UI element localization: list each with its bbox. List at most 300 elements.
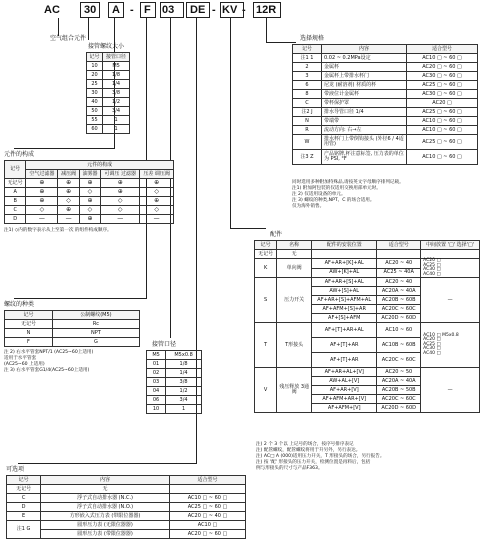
- cell: 尼龙 (耐溶剂) 材质的杯: [322, 81, 407, 90]
- cell: G: [52, 338, 139, 347]
- note-line: 注 3) 螺纹的种类,NPT、C 的场合适用。: [292, 197, 375, 203]
- leader-line: [14, 148, 115, 149]
- table-row: [255, 323, 480, 338]
- cell: 方形嵌入式压力表 (带限位器器): [41, 512, 170, 521]
- code-option: A: [112, 4, 120, 16]
- table-row: [255, 250, 480, 259]
- cell: 浮子式自动排水器 (N.O.): [41, 503, 170, 512]
- cell: 无: [277, 250, 312, 259]
- cell: R: [293, 126, 322, 135]
- table-row: [87, 116, 130, 125]
- cell: [421, 323, 480, 368]
- code-spec: 12R: [256, 4, 277, 16]
- cell: 3: [293, 72, 322, 81]
- table-row: V 残压释放 3通阀 AF+AR+AL+[V] AC20 ~ 50 —: [255, 368, 480, 377]
- dash-2: -: [212, 4, 216, 16]
- table-row: [293, 117, 478, 126]
- cell: 3/8: [103, 89, 130, 98]
- table-row: [7, 512, 246, 521]
- cell: AC20 □: [407, 99, 478, 108]
- table-row: [293, 81, 478, 90]
- table-row: [147, 360, 202, 369]
- cell: ⊕: [58, 206, 79, 215]
- cell: 1: [103, 116, 130, 125]
- cell: —: [140, 215, 174, 224]
- cell: AC20B ~ 60B: [377, 296, 421, 305]
- note-line: 同时选用多种附加特殊品,请按英文字母顺序排列记载。: [292, 180, 404, 185]
- col-header: 适合型号: [169, 476, 245, 485]
- cell: 1: [103, 125, 130, 134]
- cell: 无: [41, 485, 170, 494]
- table-row: S 压力开关 AF+AR+[S]+AL AC20 ~ 40 —: [255, 278, 480, 287]
- table-row: [5, 206, 174, 215]
- cell: AF+AFM+[S]+AR: [312, 305, 377, 314]
- code-box-thread: [140, 2, 156, 18]
- cell: AW+[S]+AL: [312, 287, 377, 296]
- col-header: 接管口径: [103, 53, 130, 62]
- cell: AF+AR+AL+[V]: [312, 368, 377, 377]
- cell: AC25 □ ~ 60 □: [407, 135, 478, 150]
- code-attachment: KV: [222, 4, 238, 16]
- cell: AC10 ~ 60: [377, 323, 421, 338]
- cell: AF+AFM+AR+[V]: [312, 395, 377, 404]
- cell: 02: [147, 369, 166, 378]
- cell: ⊕: [58, 188, 79, 197]
- cell: V: [255, 368, 277, 413]
- cell: 排水导管口径 1/4: [322, 108, 407, 117]
- cell: ⊕: [79, 179, 100, 188]
- table-row: [293, 135, 478, 150]
- cell: 3/4: [103, 107, 130, 116]
- table-row: [87, 71, 130, 80]
- cell: ◇: [140, 206, 174, 215]
- cell: M5: [147, 351, 166, 360]
- table-row: [293, 90, 478, 99]
- col-header-main: 元件的构成: [26, 161, 174, 170]
- table-row: [5, 188, 174, 197]
- cell: 20: [87, 71, 103, 80]
- note-line: 注) 2 个 3 个以 上记号的场合，按序号排序表记: [256, 442, 354, 447]
- cell: S: [255, 278, 277, 323]
- cell: 带液位计金属杯: [322, 90, 407, 99]
- table-row: [293, 108, 478, 117]
- cell: ⊕: [26, 179, 58, 188]
- table-row: [5, 320, 140, 329]
- leader-line: [88, 18, 89, 40]
- table-row: [293, 63, 478, 72]
- cell: 圆形压力表 (带限位器器): [41, 530, 170, 539]
- cell: AC10 □ ~ 60 □: [407, 126, 478, 135]
- col-header: 内容: [41, 476, 170, 485]
- col-header: 公制螺纹(M5): [52, 311, 139, 320]
- cell: ◇: [79, 206, 100, 215]
- cell: —: [101, 215, 140, 224]
- col-header: 适合型号: [377, 241, 421, 250]
- element-table: [4, 160, 174, 224]
- cell: AF+AR+[K]+AL: [312, 259, 377, 269]
- table-row: [147, 396, 202, 405]
- cell: C: [293, 99, 322, 108]
- cell: AC20 □ ~ 40 □: [169, 512, 245, 521]
- cell: ⊕: [140, 179, 174, 188]
- table-row: [293, 54, 478, 63]
- cell: 残压释放 3通阀: [277, 368, 312, 413]
- label-port-size: 接管螺纹大小: [88, 43, 125, 50]
- cell: 40: [87, 98, 103, 107]
- cell: AC20D ~ 60D: [377, 404, 421, 413]
- cell: —: [26, 215, 58, 224]
- cell: AC20C ~ 60C: [377, 395, 421, 404]
- cell: 排水杯门上带倒钩接头 (外径6 / 4适用管): [322, 135, 407, 150]
- cell: AC25 □ ~ 60 □: [407, 81, 478, 90]
- table-row: [147, 369, 202, 378]
- cell: 单向阀: [277, 259, 312, 278]
- table-row: [87, 89, 130, 98]
- cell: 10: [147, 405, 166, 414]
- cell: 无记号: [7, 485, 41, 494]
- cell: 注2 J: [293, 108, 322, 117]
- code-option2: DE: [190, 4, 206, 16]
- table-row: [5, 179, 174, 188]
- cell: 无记号: [5, 179, 26, 188]
- cell: [421, 259, 480, 278]
- col-header: 记号: [87, 53, 103, 62]
- cell: 1/8: [166, 360, 202, 369]
- note-line: AC10 □ M5x0.8: [423, 332, 459, 338]
- cell: 1/8: [103, 71, 130, 80]
- label-attachment: 配件: [270, 231, 283, 238]
- cell: M5: [103, 62, 130, 71]
- cell: AC20 □ ~ 60 □: [169, 530, 245, 539]
- table-row: [5, 197, 174, 206]
- cell: AC20B ~ 50B: [377, 386, 421, 395]
- cell: C: [5, 206, 26, 215]
- cell: D: [5, 215, 26, 224]
- cell: ⊕: [26, 188, 58, 197]
- cell: 无记号: [5, 320, 53, 329]
- code-box-option: [108, 2, 124, 18]
- table-row: [147, 351, 202, 360]
- leader-line: [18, 463, 197, 464]
- cell: AF+[T]+AR: [312, 353, 377, 368]
- cell: 8: [293, 90, 322, 99]
- table-row: [5, 338, 140, 347]
- cell: B: [5, 197, 26, 206]
- cell: ⊕: [58, 179, 79, 188]
- leader-line: [58, 18, 59, 36]
- cell: AW+[K]+AL: [312, 268, 377, 278]
- note-line: 注 2) 仅适用设备的单元。: [292, 191, 346, 197]
- cell: 50: [87, 107, 103, 116]
- col-header: 记号: [293, 45, 322, 54]
- cell: 注1 1: [293, 54, 322, 63]
- note-line: 注 2) 右水平管套NPT/1 (AC25~60上适用): [4, 350, 94, 355]
- spec-table: [292, 44, 478, 165]
- note-line: 例与形接头的尺寸与产品F363。: [256, 465, 323, 471]
- note-line: AC20 □: [423, 258, 441, 263]
- cell: 注1 G: [7, 521, 41, 539]
- note-line: AC25 □: [423, 341, 441, 347]
- cell: 3/8: [166, 378, 202, 387]
- cell: 1/4: [103, 80, 130, 89]
- cell: 圆形压力表 (无限位器器): [41, 521, 170, 530]
- col-header: 记号: [5, 311, 53, 320]
- table-row: [255, 259, 480, 269]
- col-header: 可调压 过滤器: [101, 170, 140, 179]
- cell: AF+[T]+AR+AL: [312, 323, 377, 338]
- gauge-table: [146, 350, 202, 414]
- cell: 1/2: [103, 98, 130, 107]
- cell: 01: [147, 360, 166, 369]
- cell: 1: [166, 405, 202, 414]
- note-line: 注) 按 '配' 形接头的压力开关，检测位置是再料后，包括: [256, 459, 371, 465]
- table-row: [147, 405, 202, 414]
- code-box-port: [160, 2, 184, 18]
- cell: T: [255, 323, 277, 368]
- cell: F: [5, 338, 53, 347]
- cell: ◇: [79, 188, 100, 197]
- table-row: [7, 521, 246, 530]
- cell: AC20A ~ 40A: [377, 287, 421, 296]
- code-series: AC: [44, 4, 60, 16]
- attachment-notes: [256, 442, 384, 472]
- cell: AC20C ~ 60C: [377, 353, 421, 368]
- col-header: 记号: [5, 161, 26, 179]
- cell: ◇: [101, 206, 140, 215]
- cell: 1/4: [166, 369, 202, 378]
- note-line: AC20 □: [423, 337, 441, 343]
- cell: 10: [87, 62, 103, 71]
- table-row: [293, 126, 478, 135]
- cell: K: [255, 259, 277, 278]
- cell: AW+AL+[V]: [312, 377, 377, 386]
- col-header: 油雾器: [79, 170, 100, 179]
- table-row: [7, 530, 246, 539]
- cell: 浮子式自动排水器 (N.C.): [41, 494, 170, 503]
- cell: AC30 □ ~ 60 □: [407, 90, 478, 99]
- dash-3: -: [242, 4, 246, 16]
- cell: AF+[S]+AFM: [312, 314, 377, 323]
- cell: 注3 Z: [293, 150, 322, 165]
- cell: ⊕: [79, 215, 100, 224]
- cell: T形接头: [277, 323, 312, 368]
- cell: ⊕: [79, 197, 100, 206]
- cell: 流动方向: 右→左: [322, 126, 407, 135]
- table-row: [293, 72, 478, 81]
- cell: 0.02 ~ 0.2MPa设定: [322, 54, 407, 63]
- cell: AC20C ~ 60C: [377, 305, 421, 314]
- cell: AF+AR+[V]: [312, 386, 377, 395]
- code-box-attach: [220, 2, 244, 18]
- cell: 压力开关: [277, 278, 312, 323]
- cell: AC10 □ ~ 60 □: [407, 54, 478, 63]
- note-line: 注1) 附加阿包装的仅适用交换用部单元时。: [292, 185, 381, 191]
- cell: AC10 □ ~ 60 □: [169, 494, 245, 503]
- table-row: [87, 80, 130, 89]
- cell: C: [7, 494, 41, 503]
- port-size-table: [86, 52, 130, 134]
- table-row: [87, 125, 130, 134]
- cell: AC20 ~ 40: [377, 278, 421, 287]
- thread-notes: [4, 350, 93, 374]
- cell: AF+AR+[S]+AL: [312, 278, 377, 287]
- cell: AC10 □: [169, 521, 245, 530]
- col-header: 中间放置 '□' 选择'□': [421, 241, 480, 250]
- code-port: 03: [162, 4, 175, 16]
- cell: ⊕: [101, 188, 140, 197]
- table-row: [147, 387, 202, 396]
- code-box-spec: [253, 2, 281, 18]
- note-line: 注 3) 右水平管套G1/4(AC25~60上适用): [4, 367, 90, 373]
- cell: AC30 □ ~ 60 □: [407, 72, 478, 81]
- leader-line: [230, 18, 231, 228]
- table-row: [87, 62, 130, 71]
- table-row: [5, 161, 174, 170]
- col-header: 名称: [277, 241, 312, 250]
- table-row: [7, 476, 246, 485]
- table-row: [5, 170, 174, 179]
- cell: 2: [293, 63, 322, 72]
- cell: A: [5, 188, 26, 197]
- cell: AF+AFM+[V]: [312, 404, 377, 413]
- col-header: 适合型号: [407, 45, 478, 54]
- cell: AC10 □ ~ 60 □: [407, 117, 478, 126]
- cell: —: [58, 215, 79, 224]
- dash-1: -: [130, 4, 134, 16]
- cell: ⊕: [140, 197, 174, 206]
- cell: 1/2: [166, 387, 202, 396]
- table-row: [87, 98, 130, 107]
- attachment-table: [254, 240, 480, 413]
- spec-notes: [292, 180, 404, 210]
- cell: 03: [147, 378, 166, 387]
- cell: AC20A ~ 40A: [377, 377, 421, 386]
- cell: 金属杯上带排水杯门: [322, 72, 407, 81]
- note-line: AC30 □: [423, 267, 441, 272]
- table-row: [87, 107, 130, 116]
- cell: 无记号: [255, 250, 277, 259]
- label-special: 选择规格: [300, 35, 325, 42]
- cell: D: [7, 503, 41, 512]
- label-thread: 螺纹的种类: [4, 301, 35, 308]
- cell: AF+AR+[S]+AFM+AL: [312, 296, 377, 305]
- cell: ⊕: [101, 179, 140, 188]
- cell: N: [293, 117, 322, 126]
- cell: AC20 ~ 50: [377, 368, 421, 377]
- table-row: [255, 241, 480, 250]
- col-header: 内容: [322, 45, 407, 54]
- cell: 带端带: [322, 117, 407, 126]
- cell: ◇: [26, 206, 58, 215]
- cell: AF+[T]+AR: [312, 338, 377, 353]
- table-row: [7, 494, 246, 503]
- leader-line: [146, 18, 147, 298]
- note-line: 仅为海外销售。: [292, 203, 325, 209]
- table-row: [293, 150, 478, 165]
- cell: NPT: [52, 329, 139, 338]
- cell: 55: [87, 116, 103, 125]
- cell: 06: [147, 396, 166, 405]
- cell: E: [7, 512, 41, 521]
- col-header: 压差 调压阀: [140, 170, 174, 179]
- cell: 3/4: [166, 396, 202, 405]
- cell: AC25 □ ~ 60 □: [169, 503, 245, 512]
- col-header: 记号: [7, 476, 41, 485]
- cell: 6: [293, 81, 322, 90]
- col-header: 配件的安装位置: [312, 241, 377, 250]
- table-row: [5, 311, 140, 320]
- label-body-size: 空气组合元件: [50, 35, 87, 42]
- note-line: 注) 配管螺纹，配管螺纹将用于升另外，另行表达。: [256, 447, 361, 453]
- code-size: 30: [84, 4, 97, 16]
- note-line: AC40 □: [423, 350, 441, 356]
- cell: N: [5, 329, 53, 338]
- cell: 产品铭牌,杯注意标签, 压力表的单位为 PSI, °F: [322, 150, 407, 165]
- cell: 04: [147, 387, 166, 396]
- cell: 30: [87, 89, 103, 98]
- code-thread: F: [144, 4, 151, 16]
- table-row: [5, 329, 140, 338]
- code-box-size: [80, 2, 100, 18]
- note-line: 适用于水平管套: [4, 355, 37, 361]
- table-row: [7, 485, 246, 494]
- cell: ◇: [101, 197, 140, 206]
- cell: M5x0.8: [166, 351, 202, 360]
- col-header: 减压阀: [58, 170, 79, 179]
- option-table: [6, 475, 246, 539]
- leader-line: [14, 298, 147, 299]
- note-line: AC25 □: [423, 262, 441, 268]
- cell: ◇: [140, 188, 174, 197]
- thread-table: [4, 310, 140, 347]
- cell: AC20D ~ 60D: [377, 314, 421, 323]
- leader-line: [266, 42, 296, 43]
- label-valve: 可选项: [6, 466, 25, 473]
- leader-line: [266, 18, 267, 42]
- note-line: AC40 □: [423, 271, 441, 277]
- cell: 带杯保护罩: [322, 99, 407, 108]
- table-row: [147, 378, 202, 387]
- cell: AC25 ~ 40A: [377, 268, 421, 278]
- col-header: 空气过滤器: [26, 170, 58, 179]
- label-options: 元件的构成: [4, 151, 35, 158]
- cell: AC10B ~ 60B: [377, 338, 421, 353]
- cell: AC20 ~ 40: [377, 259, 421, 269]
- gauge-title: 接管口径: [152, 341, 177, 348]
- cell: 25: [87, 80, 103, 89]
- cell: AC10 □ ~ 60 □: [407, 150, 478, 165]
- cell: 60: [87, 125, 103, 134]
- note-line: (AC25~60 上适用): [4, 361, 45, 367]
- code-box-opt2: [186, 2, 210, 18]
- cell: AC25 □ ~ 60 □: [407, 108, 478, 117]
- note-line: AC30 □: [423, 346, 441, 352]
- cell: ◇: [58, 197, 79, 206]
- note-line: 注) AC□ A (000)适用压力开关，T 形接头的场合，另行报告。: [256, 453, 385, 459]
- cell: W: [293, 135, 322, 150]
- leader-line: [230, 228, 266, 229]
- cell: 金属杯: [322, 63, 407, 72]
- table-row: [87, 53, 130, 62]
- element-note: 注1) ◇内的数字表示从上至第一次 的组件构成顺序。: [4, 228, 112, 233]
- cell: Rc: [52, 320, 139, 329]
- col-header: 记号: [255, 241, 277, 250]
- cell: ⊕: [26, 197, 58, 206]
- table-row: [7, 503, 246, 512]
- table-row: [5, 215, 174, 224]
- table-row: [293, 99, 478, 108]
- table-row: [293, 45, 478, 54]
